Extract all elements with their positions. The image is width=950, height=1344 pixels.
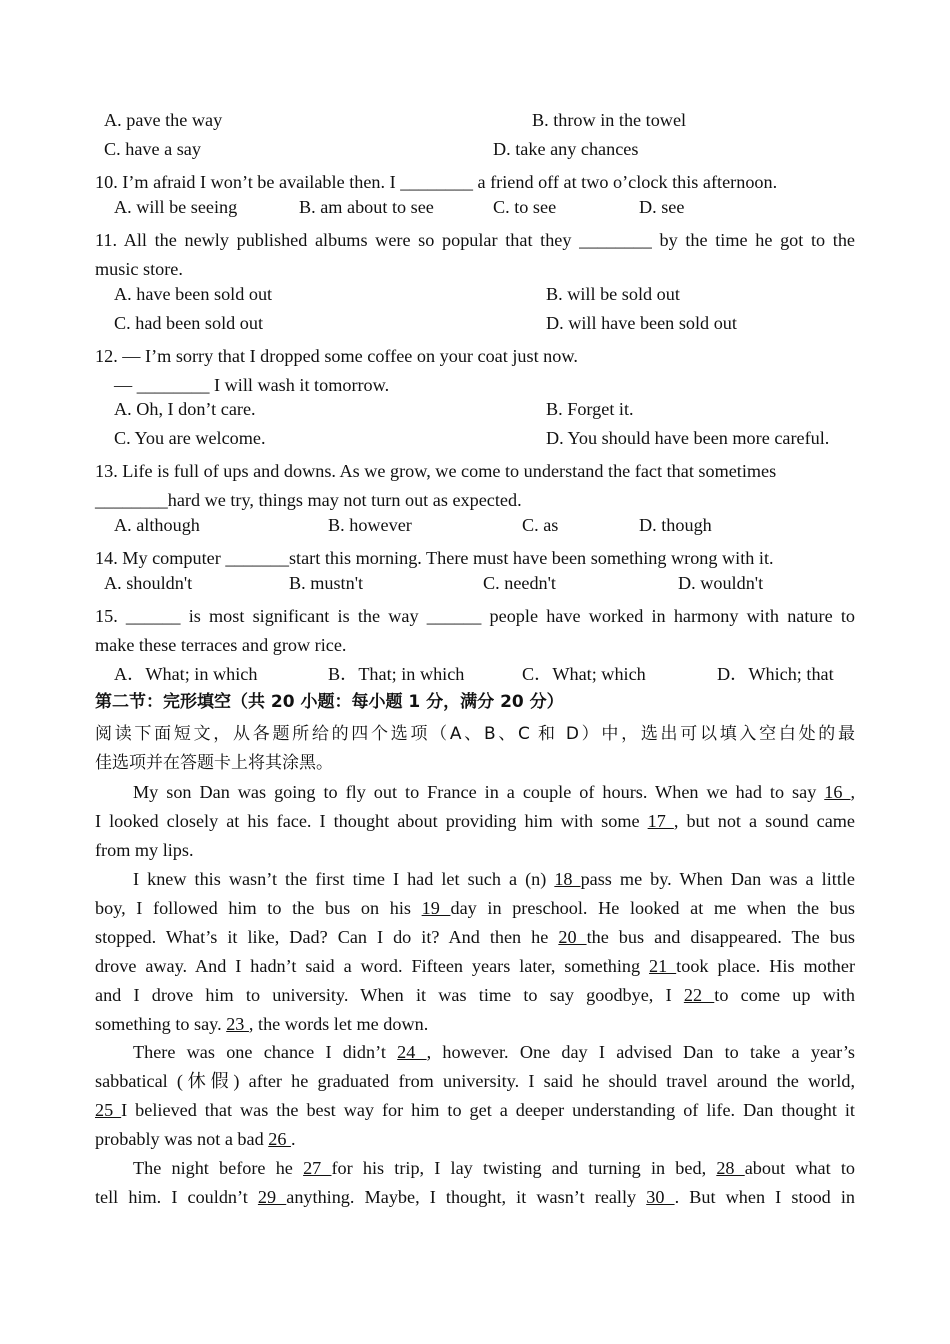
q9-option-a: A. pave the way [104,110,223,130]
q14-option-c: C. needn't [483,573,556,593]
passage-p4-line2: tell him. I couldn’t 29 anything. Maybe, I thought, it wasn’t really 30 . But when I stood in [95,1187,856,1207]
q12-option-d: D. You should have been more careful. [546,428,830,448]
q15-option-a: A．What; in which [114,664,258,684]
blank-22: 22 [683,985,715,1005]
passage-p2-line2: boy, I followed him to the bus on his 19 day in preschool. He looked at me when the bus [95,898,856,918]
q15-stem-line2: make these terraces and grow rice. [95,635,347,655]
blank-17: 17 [647,811,674,831]
q13-stem-line1: 13. Life is full of ups and downs. As we grow, we come to understand the fact that sometimes [95,461,777,481]
q12-stem-line2: — ________ I will wash it tomorrow. [114,375,390,395]
q11-option-d: D. will have been sold out [546,313,737,333]
blank-27: 27 [303,1158,332,1178]
section-instruction-line2: 佳选项并在答题卡上将其涂黑。 [95,753,333,773]
passage-p1-line1: My son Dan was going to fly out to France in a couple of hours. When we had to say 16 , [133,782,856,802]
blank-20: 20 [558,927,587,947]
section-heading: 第二节：完形填空（共 20 小题：每小题 1 分，满分 20 分） [95,692,564,712]
q10-option-c: C. to see [493,197,557,217]
q13-option-d: D. though [639,515,712,535]
q11-stem-line1: 11. All the newly published albums were so popular that they ________ by the time he got to the [95,230,855,250]
q10-option-a: A. will be seeing [114,197,238,217]
passage-p2-line4: drove away. And I hadn’t said a word. Fifteen years later, something 21 took place. His mother [95,956,856,976]
q15-option-c: C．What; which [522,664,646,684]
blank-18: 18 [554,869,581,889]
q12-stem-line1: 12. — I’m sorry that I dropped some coffee on your coat just now. [95,346,578,366]
passage-p3-line1: There was one chance I didn’t 24 , however. One day I advised Dan to take a year’s [133,1042,855,1062]
section-instruction-line1: 阅读下面短文，从各题所给的四个选项（A、B、C 和 D）中，选出可以填入空白处的最 [95,724,855,744]
passage-p4-line1: The night before he 27 for his trip, I lay twisting and turning in bed, 28 about what to [133,1158,856,1178]
q10-option-b: B. am about to see [299,197,434,217]
q12-option-c: C. You are welcome. [114,428,266,448]
blank-23: 23 [226,1014,249,1034]
q11-option-a: A. have been sold out [114,284,273,304]
q13-stem-line2: ________hard we try, things may not turn out as expected. [95,490,522,510]
blank-25: 25 [95,1100,122,1120]
passage-p3-line4: probably was not a bad 26 . [95,1129,296,1149]
q10-option-d: D. see [639,197,685,217]
passage-p2-line6: something to say. 23 , the words let me down. [95,1014,429,1034]
q10-stem: 10. I’m afraid I won’t be available then. I ________ a friend off at two o’clock this afternoon. [95,172,778,192]
q15-option-b: B．That; in which [328,664,465,684]
blank-21: 21 [649,956,677,976]
q14-stem: 14. My computer _______start this morning. There must have been something wrong with it. [95,548,774,568]
blank-24: 24 [397,1042,427,1062]
q9-option-c: C. have a say [104,139,201,159]
q11-stem-line2: music store. [95,259,183,279]
passage-p1-line2: I looked closely at his face. I thought about providing him with some 17 , but not a sound came [95,811,856,831]
blank-28: 28 [716,1158,745,1178]
q13-option-c: C. as [522,515,559,535]
q14-option-b: B. mustn't [289,573,364,593]
passage-p1-line3: from my lips. [95,840,194,860]
passage-p2-line1: I knew this wasn’t the first time I had let such a (n) 18 pass me by. When Dan was a little [133,869,856,889]
q15-stem-line1: 15. ______ is most significant is the way ______ people have worked in harmony with nature to [95,606,855,626]
blank-19: 19 [421,898,451,918]
blank-16: 16 [824,782,851,802]
q9-option-d: D. take any chances [493,139,639,159]
passage-p3-line2: sabbatical (休假) after he graduated from university. I said he should travel around the world, [95,1071,855,1091]
q11-option-c: C. had been sold out [114,313,264,333]
q13-option-a: A. although [114,515,200,535]
blank-30: 30 [646,1187,675,1207]
passage-p3-line3: 25 I believed that was the best way for him to get a deeper understanding of life. Dan thought it [95,1100,855,1120]
q13-option-b: B. however [328,515,412,535]
q11-option-b: B. will be sold out [546,284,680,304]
q12-option-a: A. Oh, I don’t care. [114,399,256,419]
q15-option-d: D．Which; that [717,664,834,684]
passage-p2-line5: and I drove him to university. When it was time to say goodbye, I 22 to come up with [95,985,856,1005]
blank-29: 29 [257,1187,287,1207]
q14-option-d: D. wouldn't [678,573,764,593]
blank-26: 26 [268,1129,291,1149]
q14-option-a: A. shouldn't [104,573,193,593]
passage-p2-line3: stopped. What’s it like, Dad? Can I do it? And then he 20 the bus and disappeared. The bus [95,927,856,947]
q12-option-b: B. Forget it. [546,399,634,419]
q9-option-b: B. throw in the towel [532,110,687,130]
